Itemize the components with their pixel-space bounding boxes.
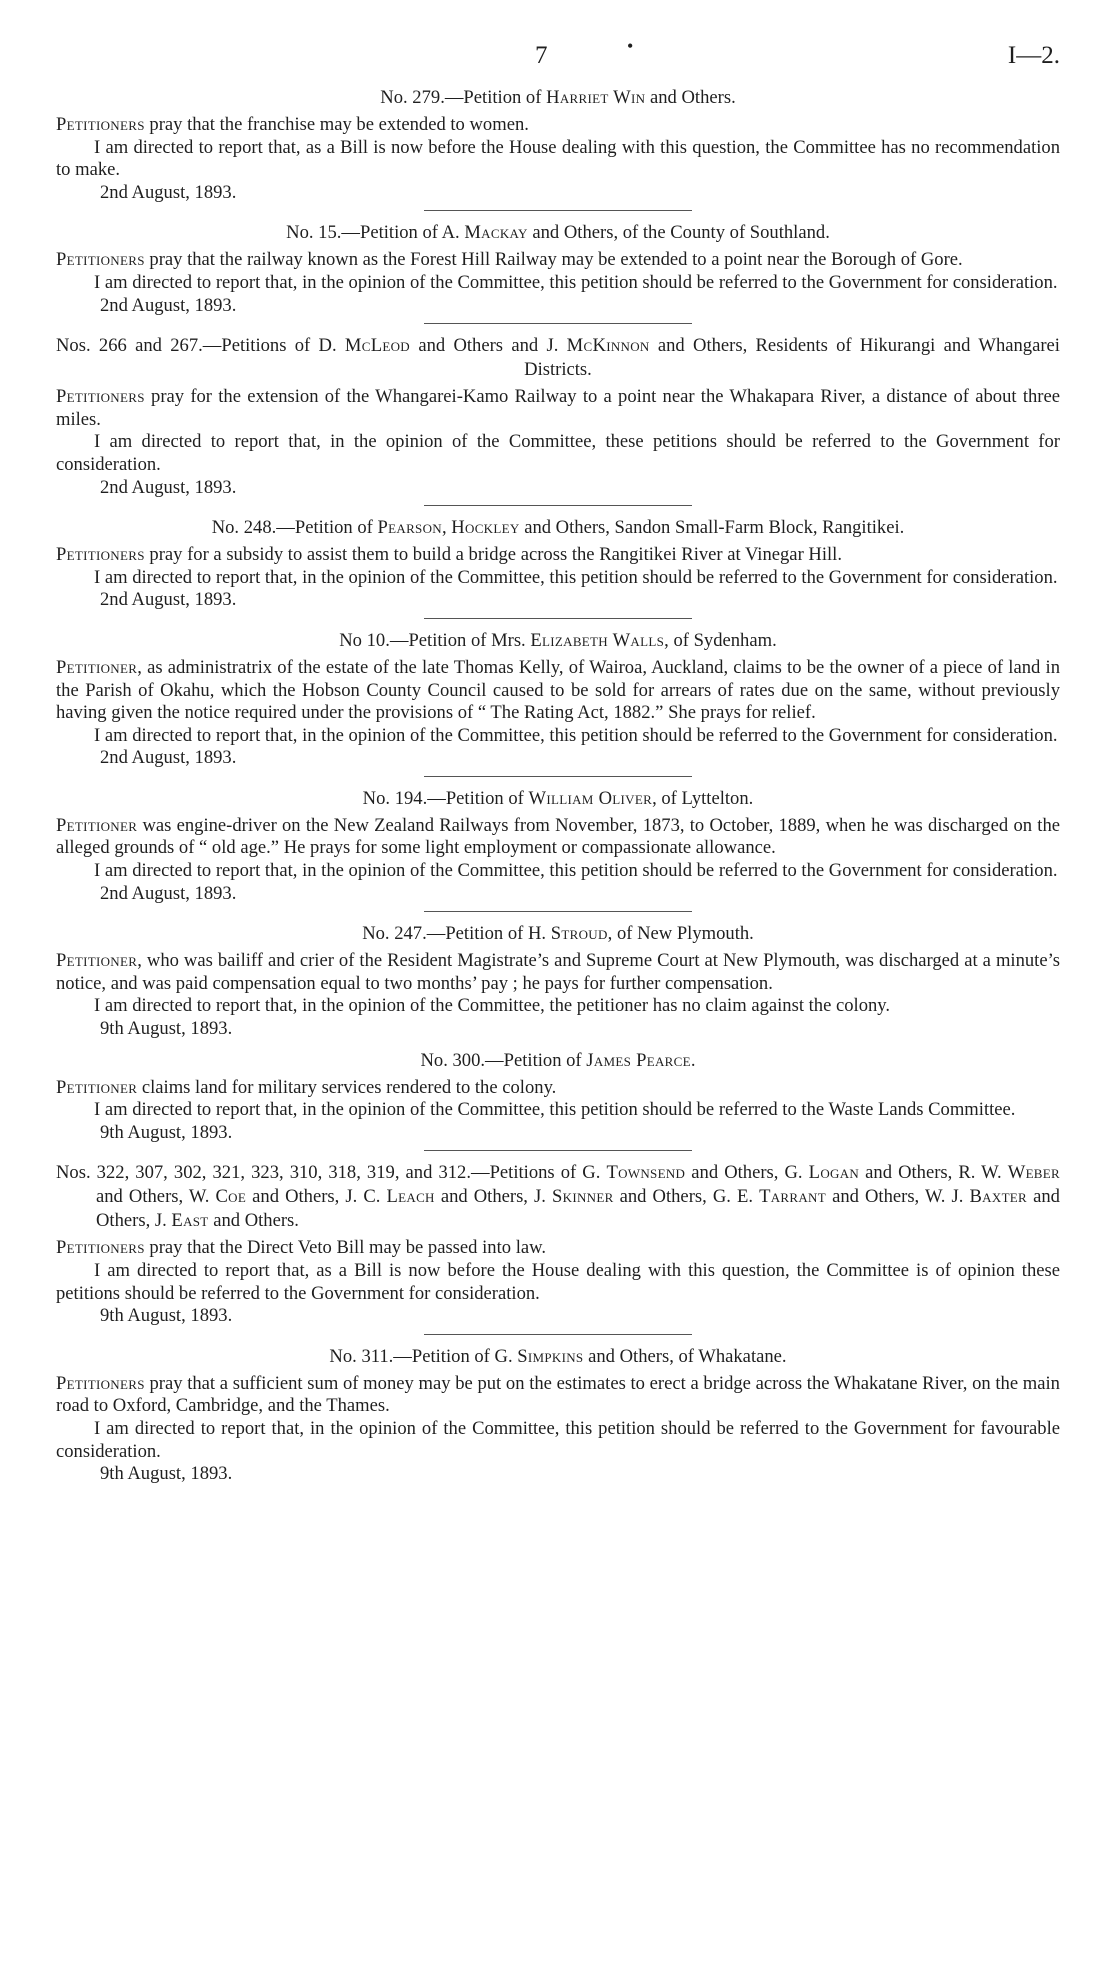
section-divider [424,505,692,506]
print-mark: • [627,36,634,56]
petition-section [56,922,1060,1048]
committee-report: I am directed to report that, in the opinion of the Committee, this petition should be referred to the Government for consideration. [94,271,1058,293]
petition-title: No. 194.—Petition of William Oliver, of Lyttelton. [362,787,754,809]
petition-summary: Petitioners pray that the Direct Veto Bill may be passed into law. [56,1237,546,1259]
petition-summary: Petitioner claims land for military services rendered to the colony. [56,1076,557,1098]
report-date: 9th August, 1893. [100,1305,233,1327]
petition-section [56,1161,1060,1334]
petition-title: No. 279.—Petition of Harriet Win and Others. [380,87,736,108]
section-divider [424,210,692,211]
section-divider [424,1150,692,1151]
petition-section [56,221,1060,324]
report-date: 2nd August, 1893. [100,181,237,203]
report-date: 9th August, 1893. [100,1121,233,1143]
petition-summary: Petitioner, as administratrix of the estate of the late Thomas Kelly, of Wairoa, Auckland, claims to be the owner of a piece of land in the Parish of Okahu, which the Hobson County Council caused to be sold for arrears of rates due on the same, without previously having given the notice required under the provisions of “ The Rating Act, 1882.” She prays for relief. [56,656,1060,724]
petition-title: No. 248.—Petition of Pearson, Hockley and Others, Sandon Small-Farm Block, Rangitikei. [211,517,905,539]
committee-report: I am directed to report that, in the opinion of the Committee, this petition should be referred to the Government for favourable consideration. [56,1417,1060,1462]
committee-report: I am directed to report that, in the opinion of the Committee, this petition should be referred to the Waste Lands Committee. [94,1099,1016,1121]
petition-section [56,787,1060,912]
petition-summary: Petitioner was engine-driver on the New Zealand Railways from November, 1873, to October, 1889, when he was discharged on the alleged grounds of “ old age.” He prays for some light employment or compassionate allowance. [56,814,1061,859]
section-divider [424,911,692,912]
section-divider [424,776,692,777]
petition-summary: Petitioners pray that the franchise may be extended to women. [56,114,529,135]
petition-summary: Petitioners pray that a sufficient sum of money may be put on the estimates to erect a bridge across the Whakatane River, on the main road to Oxford, Cambridge, and the Thames. [56,1372,1060,1417]
report-date: 2nd August, 1893. [100,882,237,904]
petition-title: No. 15.—Petition of A. Mackay and Others, of the County of Southland. [286,222,830,244]
petition-title: Nos. 266 and 267.—Petitions of D. McLeod and Others and J. McKinnon and Others, Residents of Hikurangi and Whangarei Districts. [56,335,1060,381]
committee-report: I am directed to report that, in the opinion of the Committee, the petitioner has no claim against the colony. [94,995,891,1017]
petition-section [56,1049,1060,1152]
report-date: 9th August, 1893. [100,1463,233,1485]
petition-section [56,1345,1060,1486]
petition-section [56,86,1060,211]
petition-summary: Petitioners pray for a subsidy to assist them to build a bridge across the Rangitikei River at Vinegar Hill. [56,544,842,566]
report-date: 2nd August, 1893. [100,589,237,611]
petition-title: No. 247.—Petition of H. Stroud, of New Plymouth. [362,923,754,945]
report-date: 2nd August, 1893. [100,476,237,498]
petition-summary: Petitioners pray for the extension of the Whangarei-Kamo Railway to a point near the Whakapara River, a distance of about three miles. [56,386,1060,430]
section-divider [424,323,692,324]
page-header [56,36,1060,86]
committee-report: I am directed to report that, in the opinion of the Committee, these petitions should be referred to the Government for consideration. [56,431,1060,475]
petition-title: No. 311.—Petition of G. Simpkins and Others, of Whakatane. [329,1345,787,1367]
petition-summary: Petitioners pray that the railway known as the Forest Hill Railway may be extended to a point near the Borough of Gore. [56,249,963,271]
page-number: 7 [535,42,548,69]
committee-report: I am directed to report that, in the opinion of the Committee, this petition should be referred to the Government for consideration. [94,860,1058,882]
report-date: 2nd August, 1893. [100,294,237,316]
report-date: 9th August, 1893. [100,1018,233,1040]
committee-report: I am directed to report that, in the opinion of the Committee, this petition should be referred to the Government for consideration. [94,724,1058,746]
section-divider [424,1334,692,1335]
petition-section [56,516,1060,619]
section-divider [424,618,692,619]
document-reference: I—2. [1007,42,1060,69]
committee-report: I am directed to report that, as a Bill is now before the House dealing with this question, the Committee is of opinion these petitions should be referred to the Government for consideration. [56,1260,1060,1304]
petition-title: No 10.—Petition of Mrs. Elizabeth Walls, of Sydenham. [339,629,777,651]
petition-title: No. 300.—Petition of James Pearce. [420,1049,696,1071]
petition-title: Nos. 322, 307, 302, 321, 323, 310, 318, 319, and 312.—Petitions of G. Townsend and Others, G. Logan and Others, R. W. Weber and Others, W. Coe and Others, J. C. Leach and Others, J. Skinner and Others, G. E. Tarrant and Others, W. J. Baxter and Others, J. East and Others. [56,1162,1060,1232]
committee-report: I am directed to report that, in the opinion of the Committee, this petition should be referred to the Government for consideration. [94,566,1058,588]
petition-section [56,334,1060,506]
petition-section [56,629,1060,777]
committee-report: I am directed to report that, as a Bill is now before the House dealing with this question, the Committee has no recommendation to make. [56,136,1060,181]
report-date: 2nd August, 1893. [100,747,237,769]
petition-summary: Petitioner, who was bailiff and crier of the Resident Magistrate’s and Supreme Court at New Plymouth, was discharged at a minute’s notice, and was paid compensation equal to two months’ pay ; he pays for further compensation. [56,950,1060,994]
